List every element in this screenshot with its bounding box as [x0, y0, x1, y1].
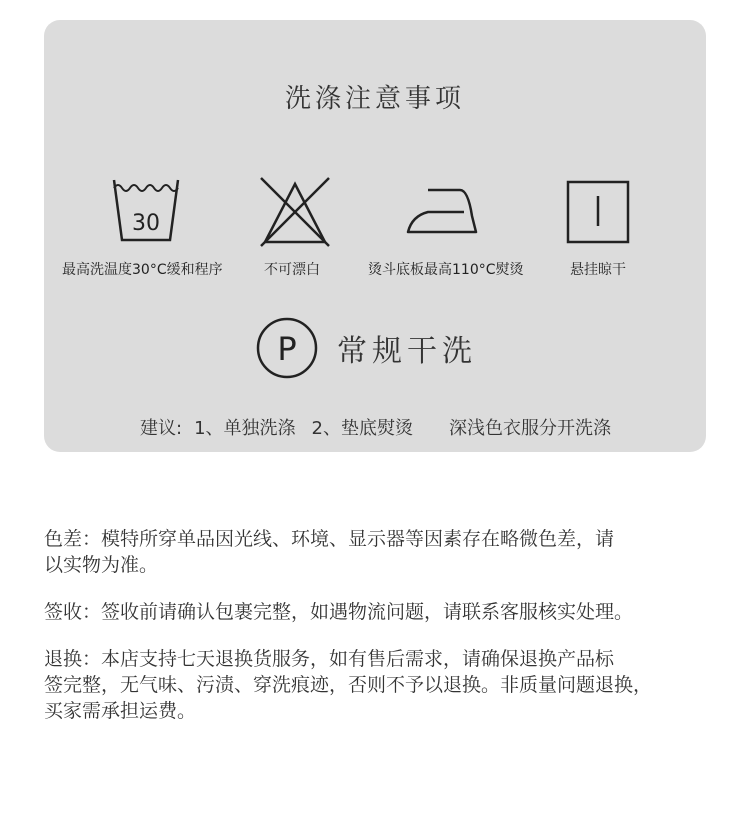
no-bleach-label: 不可漂白 — [264, 262, 320, 278]
dry-clean-p-icon — [255, 316, 319, 384]
note-color-difference — [44, 526, 710, 578]
note-line: 色差：模特所穿单品因光线、环境、显示器等因素存在略微色差，请 — [44, 528, 615, 550]
note-line: 签收：签收前请确认包裹完整，如遇物流问题，请联系客服核实处理。 — [44, 601, 634, 623]
wash-temperature-number: 30 — [132, 211, 160, 236]
line-dry-icon — [566, 180, 630, 250]
note-returns — [44, 646, 710, 724]
no-bleach-icon — [259, 176, 331, 246]
note-line: 买家需承担运费。 — [44, 700, 197, 722]
iron-label: 烫斗底板最高110°C熨烫 — [368, 262, 524, 278]
care-title: 洗涤注意事项 — [284, 84, 465, 114]
dry-clean-letter: P — [277, 330, 297, 368]
notes-section — [44, 526, 710, 745]
wash-basin-30-icon — [112, 178, 182, 248]
washing-advice — [140, 414, 611, 440]
wash-temperature-label: 最高洗温度30°C缓和程序 — [62, 262, 223, 278]
advice-prefix: 建议: — [140, 418, 183, 439]
advice-item-1: 1、单独洗涤 — [194, 418, 296, 439]
note-line: 签完整，无气味、污渍、穿洗痕迹，否则不予以退换。非质量问题退换， — [44, 674, 653, 696]
line-dry-label: 悬挂晾干 — [570, 262, 626, 278]
iron-icon — [406, 186, 478, 256]
advice-item-3: 深浅色衣服分开洗涤 — [448, 418, 611, 439]
note-receipt — [44, 599, 710, 625]
note-line: 退换：本店支持七天退换货服务，如有售后需求，请确保退换产品标 — [44, 648, 615, 670]
dry-clean-label: 常规干洗 — [337, 334, 477, 369]
note-line: 以实物为准。 — [44, 554, 159, 576]
advice-item-2: 2、垫底熨烫 — [311, 418, 413, 439]
